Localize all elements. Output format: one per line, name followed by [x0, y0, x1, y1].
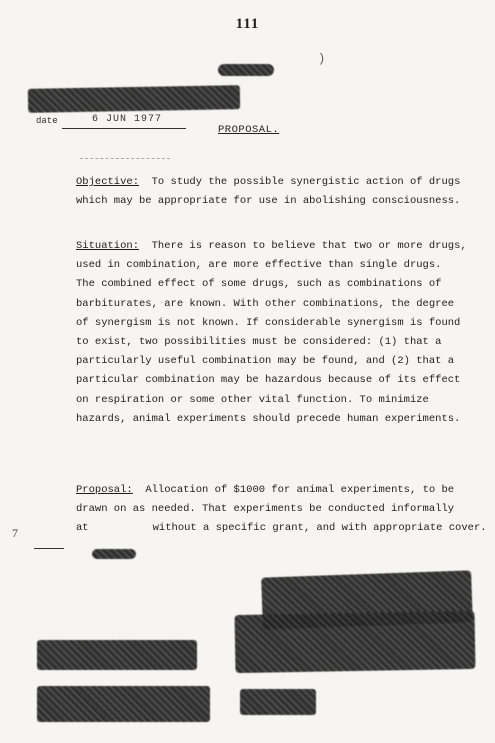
redaction-block — [92, 549, 136, 559]
objective-heading: Objective: — [76, 176, 140, 188]
redaction-block — [235, 611, 476, 673]
redaction-block — [240, 689, 316, 715]
text-line — [76, 519, 487, 538]
text-line: barbiturates, are known. With other combinations, the degree — [76, 297, 455, 310]
text-line: To study the possible synergistic action of drugs — [151, 176, 461, 188]
text-line: on respiration or some other vital function. To minimize — [76, 393, 429, 406]
redaction-block — [37, 686, 210, 722]
date-label: date — [36, 116, 58, 126]
objective-section — [76, 173, 461, 211]
date-value: 6 JUN 1977 — [92, 114, 163, 125]
page-number: 111 — [235, 16, 260, 32]
text-line: particularly useful combination may be found, and (2) that a — [76, 355, 455, 368]
text-line: used in combination, are more effective than single drugs. — [76, 259, 442, 272]
text-line: particular combination may be hazardous because of its effect — [76, 374, 461, 387]
text-line: to exist, two possibilities must be considered: (1) that a — [76, 336, 442, 349]
text-line: The combined effect of some drugs, such as combinations of — [76, 278, 442, 291]
text-line: hazards, animal experiments should precede human experiments. — [76, 412, 461, 425]
text-line: There is reason to believe that two or more drugs, — [151, 240, 467, 252]
redaction-block — [218, 64, 274, 76]
situation-section — [76, 237, 467, 429]
proposal-section — [76, 481, 487, 539]
margin-dash — [34, 548, 64, 549]
text-prefix: at — [76, 522, 89, 535]
objective-line — [76, 173, 461, 192]
date-rule — [62, 128, 186, 129]
document-title: PROPOSAL. — [218, 124, 280, 136]
text-line: Allocation of $1000 for animal experiments, to be — [145, 484, 455, 496]
redaction-block — [37, 640, 197, 670]
situation-heading: Situation: — [76, 240, 140, 252]
text-line: drawn on as needed. That experiments be conducted informally — [76, 503, 455, 516]
text-line: of synergism is not known. If considerable synergism is found — [76, 316, 461, 329]
situation-line — [76, 237, 467, 256]
text-line: which may be appropriate for use in abolishing consciousness. — [76, 195, 461, 208]
redaction-block — [28, 85, 240, 113]
divider — [80, 158, 170, 160]
proposal-line — [76, 481, 456, 500]
margin-mark: 7 — [12, 526, 18, 540]
tick-mark: ) — [318, 52, 326, 66]
text-line: without a specific grant, and with appropriate cover. — [152, 522, 487, 535]
proposal-heading: Proposal: — [76, 484, 133, 496]
